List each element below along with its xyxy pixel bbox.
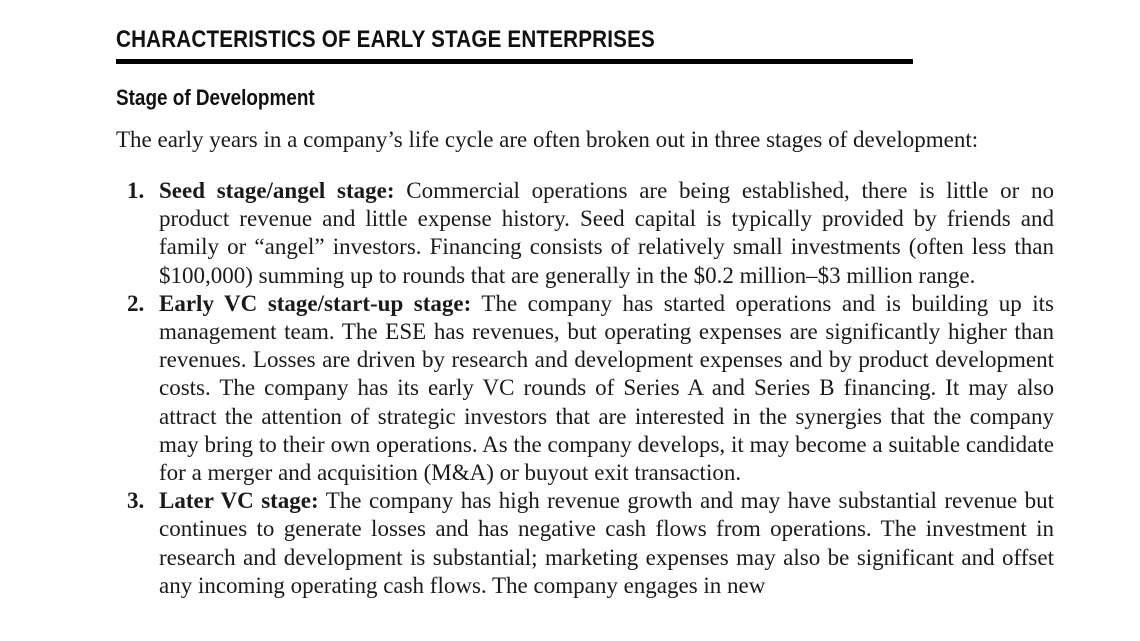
stage-title: Later VC stage: xyxy=(159,488,319,514)
heading-rule xyxy=(116,59,913,64)
stage-item-seed xyxy=(116,177,1054,290)
stage-paragraph xyxy=(159,487,1054,600)
stage-title: Early VC stage/start-up stage: xyxy=(159,290,472,316)
section-heading: CHARACTERISTICS OF EARLY STAGE ENTERPRISES xyxy=(116,26,655,53)
stage-title: Seed stage/angel stage: xyxy=(159,178,395,203)
stage-item-early-vc xyxy=(116,290,1054,487)
stage-body: The company has started operations and is building up its management team. The ESE has revenues, but operating expenses are significantly higher than revenues. Losses are driven by research and development expenses and by product development costs. The company has its early VC rounds of Series A and Series B financing. It may also attract the attention of strategic investors that are interested in the synergies that the company may bring to their own operations. As the company develops, it may become a suitable candidate for a merger and acquisition (M&A) or buyout exit transaction. xyxy=(159,290,1054,486)
intro-paragraph: The early years in a company’s life cycle are often broken out in three stages of development: xyxy=(116,127,979,152)
stage-body: Commercial operations are being established, there is little or no product revenue and little expense history. Seed capital is typically provided by friends and family or “angel” investors. Financing consists of relatively small investments (often less than $100,000) summing up to rounds that are generally in the $0.2 million–$3 million range. xyxy=(159,178,1055,288)
stage-item-later-vc xyxy=(116,487,1054,600)
stage-number: 1. xyxy=(127,178,145,203)
stage-paragraph xyxy=(159,177,1054,290)
stage-body: The company has high revenue growth and may have substantial revenue but continues to generate losses and has negative cash flows from operations. The investment in research and development is substantial; marketing expenses may also be significant and offset any incoming operating cash flows. The company engages in new xyxy=(159,488,1054,598)
sub-heading: Stage of Development xyxy=(116,85,315,110)
stage-paragraph xyxy=(159,290,1054,487)
stage-number: 2. xyxy=(127,290,145,316)
stage-list xyxy=(116,177,1054,600)
stage-number: 3. xyxy=(127,488,145,514)
